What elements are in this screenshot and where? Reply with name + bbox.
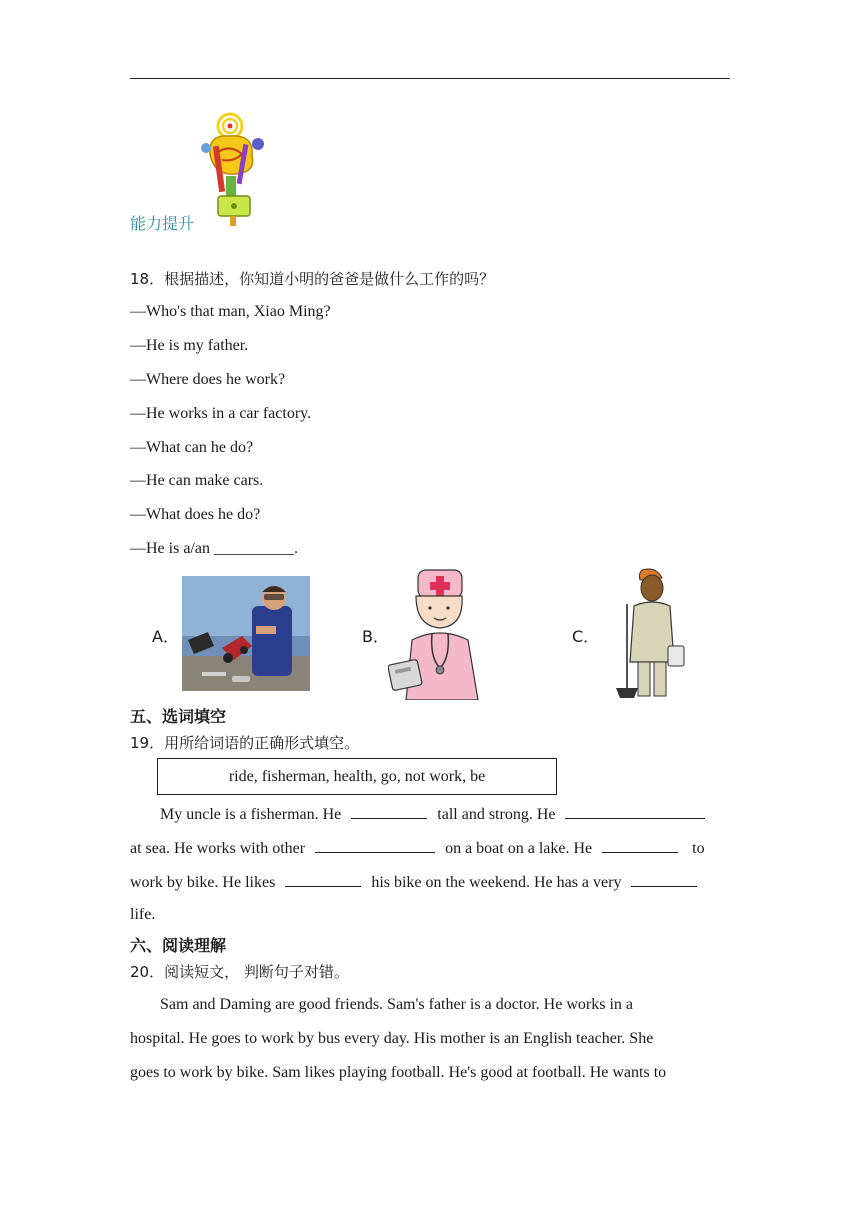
option-a-label[interactable]: A． xyxy=(152,627,179,646)
passage-line xyxy=(160,804,730,824)
answer-blank[interactable] xyxy=(351,804,427,819)
reading-line: goes to work by bike. Sam likes playing football. He's good at football. He wants to xyxy=(130,1064,667,1081)
dialogue-line: —He is my father. xyxy=(130,337,249,354)
passage-text: on a boat on a lake. He xyxy=(445,840,593,857)
header-rule xyxy=(130,78,730,79)
dialogue-line: —He can make cars. xyxy=(130,472,264,489)
passage-text: My uncle is a fisherman. He xyxy=(160,806,342,823)
passage-text: at sea. He works with other xyxy=(130,840,306,857)
car-worker-picture[interactable] xyxy=(182,576,310,691)
answer-blank[interactable] xyxy=(285,872,361,887)
dialogue-line: —He works in a car factory. xyxy=(130,405,312,422)
passage-text: his bike on the weekend. He has a very xyxy=(371,874,622,891)
option-c-label[interactable]: C． xyxy=(572,627,600,646)
passage-line xyxy=(130,838,730,858)
section-heading: 五、选词填空 xyxy=(130,707,227,726)
passage-line: life. xyxy=(130,906,156,923)
dialogue-line: —What does he do? xyxy=(130,506,261,523)
passage-text: work by bike. He likes xyxy=(130,874,276,891)
answer-blank[interactable] xyxy=(315,838,435,853)
dialogue-line: —What can he do? xyxy=(130,439,254,456)
answer-blank[interactable] xyxy=(602,838,678,853)
passage-text: tall and strong. He xyxy=(437,806,556,823)
passage-line xyxy=(130,872,730,892)
doctor-picture[interactable] xyxy=(388,568,488,700)
word-box: ride, fisherman, health, go, not work, be xyxy=(157,758,557,795)
option-b-label[interactable]: B． xyxy=(362,627,389,646)
cleaner-picture[interactable] xyxy=(612,566,688,700)
ability-logo-icon xyxy=(196,104,280,230)
q19-prompt: 19．用所给词语的正确形式填空。 xyxy=(130,734,360,752)
answer-blank[interactable] xyxy=(631,872,697,887)
q18-prompt: 18．根据描述，你知道小明的爸爸是做什么工作的吗？ xyxy=(130,270,495,288)
answer-blank[interactable] xyxy=(565,804,705,819)
section-tag-ability: 能力提升 xyxy=(130,214,195,233)
reading-line: Sam and Daming are good friends. Sam's father is a doctor. He works in a xyxy=(160,996,633,1013)
section-heading: 六、阅读理解 xyxy=(130,936,227,955)
passage-text: to xyxy=(692,840,705,857)
dialogue-line: —Who's that man, Xiao Ming? xyxy=(130,303,331,320)
reading-line: hospital. He goes to work by bus every day. His mother is an English teacher. She xyxy=(130,1030,654,1047)
dialogue-line: —Where does he work? xyxy=(130,371,286,388)
dialogue-line: —He is a/an __________. xyxy=(130,540,298,557)
q20-prompt: 20．阅读短文， 判断句子对错。 xyxy=(130,963,349,981)
